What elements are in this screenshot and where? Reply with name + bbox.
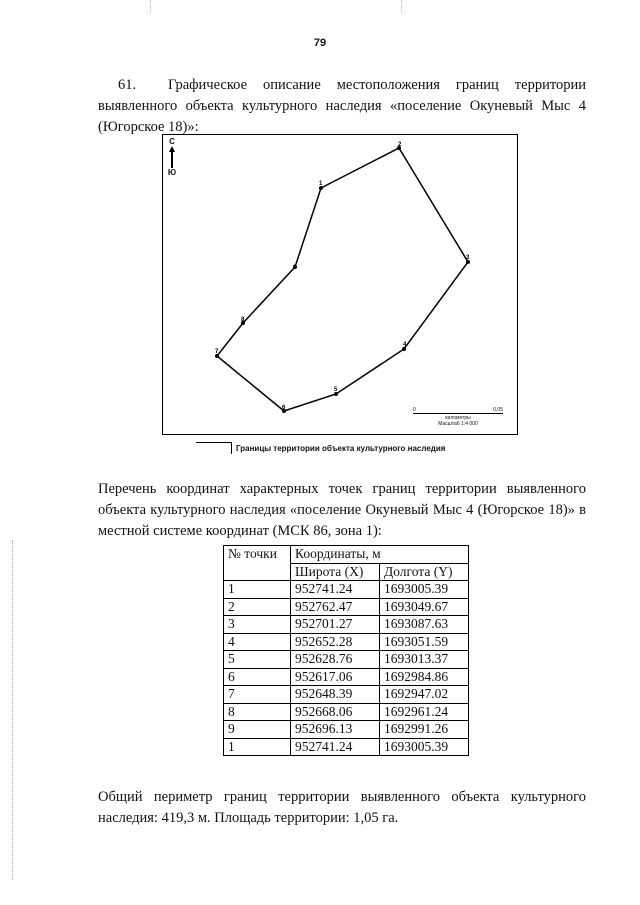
boundary-map [162, 134, 518, 435]
vertex-label-8: 8 [241, 317, 245, 323]
cell-point: 6 [224, 668, 291, 686]
scale-ratio: Масштаб 1:4 000 [438, 421, 478, 427]
cell-x: 952668.06 [291, 703, 380, 721]
vertex-label-9: 9 [293, 265, 297, 271]
cell-point: 8 [224, 703, 291, 721]
cell-y: 1692991.26 [380, 721, 469, 739]
scan-artifacts [150, 0, 402, 12]
cell-y: 1693049.67 [380, 598, 469, 616]
cell-y: 1693013.37 [380, 651, 469, 669]
table-row [224, 581, 469, 599]
vertex-label-1: 1 [319, 181, 323, 187]
cell-point: 7 [224, 686, 291, 704]
cell-point: 9 [224, 721, 291, 739]
cell-point: 1 [224, 738, 291, 756]
cell-x: 952617.06 [291, 668, 380, 686]
cell-point: 5 [224, 651, 291, 669]
table-row [224, 721, 469, 739]
header-y: Долгота (Y) [380, 563, 469, 581]
vertex-label-6: 6 [282, 405, 286, 411]
cell-y: 1692947.02 [380, 686, 469, 704]
cell-y: 1692984.86 [380, 668, 469, 686]
legend-boundary-symbol [196, 442, 232, 454]
cell-x: 952741.24 [291, 581, 380, 599]
scale-unit: километры [445, 415, 471, 421]
vertex-label-2: 2 [398, 142, 402, 148]
summary-paragraph: Общий периметр границ территории выявленного объекта культурного наследия: 419,3 м. Площадь территории: 1,05 га. [98, 789, 586, 826]
table-row [224, 633, 469, 651]
table-row [224, 598, 469, 616]
scan-margin-line [12, 540, 13, 880]
north-label: С [169, 137, 175, 146]
header-coords: Координаты, м [291, 546, 469, 564]
scale-start: 0 [413, 407, 416, 413]
cell-y: 1693005.39 [380, 738, 469, 756]
table-row [224, 616, 469, 634]
cell-y: 1693087.63 [380, 616, 469, 634]
cell-x: 952741.24 [291, 738, 380, 756]
scale-end: 0,05 [493, 407, 503, 413]
table-row [224, 738, 469, 756]
vertex-label-7: 7 [215, 349, 219, 355]
boundary-polygon [163, 135, 519, 436]
item-number: 61. [118, 77, 137, 93]
cell-point: 4 [224, 633, 291, 651]
table-row [224, 651, 469, 669]
table-header-row [224, 546, 469, 564]
vertex-label-5: 5 [334, 387, 338, 393]
intro-text: Графическое описание местоположения границ территории выявленного объекта культурного наследия «поселение Окуневый Мыс 4 (Югорское 18)»: [98, 77, 586, 135]
list-intro: Перечень координат характерных точек границ территории выявленного объекта культурного наследия «поселение Окуневый Мыс 4 (Югорское 18)» в местной системе координат (МСК 86, зона 1): [98, 481, 586, 539]
coordinates-table [223, 545, 469, 756]
cell-point: 3 [224, 616, 291, 634]
legend-label: Границы территории объекта культурного наследия [236, 444, 446, 453]
cell-y: 1693051.59 [380, 633, 469, 651]
cell-x: 952696.13 [291, 721, 380, 739]
header-point: № точки [224, 546, 291, 581]
scale-bar [413, 407, 503, 427]
page-number: 79 [313, 37, 327, 49]
header-x: Широта (X) [291, 563, 380, 581]
cell-x: 952652.28 [291, 633, 380, 651]
cell-point: 2 [224, 598, 291, 616]
south-label: Ю [167, 168, 177, 177]
cell-x: 952628.76 [291, 651, 380, 669]
cell-point: 1 [224, 581, 291, 599]
table-row [224, 703, 469, 721]
cell-y: 1693005.39 [380, 581, 469, 599]
vertex-label-3: 3 [466, 255, 470, 261]
table-row [224, 668, 469, 686]
cell-x: 952762.47 [291, 598, 380, 616]
map-legend [196, 440, 445, 454]
cell-x: 952701.27 [291, 616, 380, 634]
cell-x: 952648.39 [291, 686, 380, 704]
intro-paragraph [98, 75, 586, 138]
vertex-label-4: 4 [403, 342, 407, 348]
table-row [224, 686, 469, 704]
cell-y: 1692961.24 [380, 703, 469, 721]
